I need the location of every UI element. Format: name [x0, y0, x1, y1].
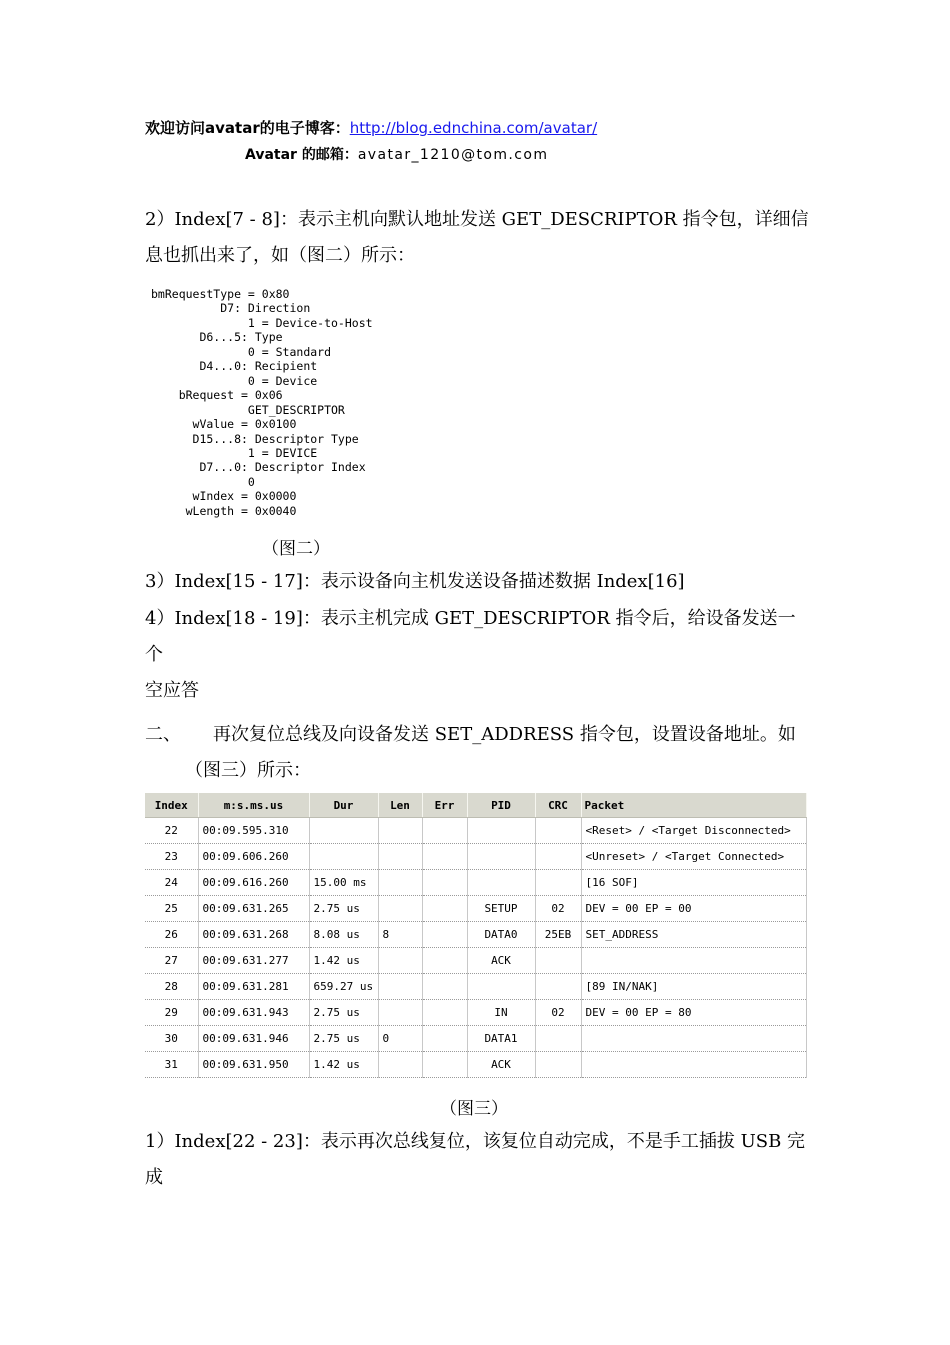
table-row[interactable] — [145, 948, 807, 974]
table-cell — [467, 818, 535, 844]
table-cell — [378, 896, 422, 922]
table-cell: 2.75 us — [309, 1000, 378, 1026]
col-header-time[interactable]: m:s.ms.us — [198, 793, 309, 818]
table-row[interactable] — [145, 844, 807, 870]
table-cell: 00:09.631.281 — [198, 974, 309, 1000]
table-cell: 15.00 ms — [309, 870, 378, 896]
table-cell: [89 IN/NAK] — [581, 974, 807, 1000]
table-cell — [422, 1000, 467, 1026]
table-row[interactable] — [145, 1026, 807, 1052]
table-cell — [378, 1000, 422, 1026]
table-cell: 31 — [145, 1052, 198, 1078]
blog-link[interactable]: http://blog.ednchina.com/avatar/ — [349, 119, 598, 137]
table-cell: 24 — [145, 870, 198, 896]
table-cell — [422, 948, 467, 974]
table-cell — [378, 948, 422, 974]
table-cell — [422, 922, 467, 948]
paragraph-line: 1）Index[22 - 23]：表示再次总线复位，该复位自动完成，不是手工插拔 USB 完 — [145, 1131, 806, 1152]
table-row[interactable] — [145, 818, 807, 844]
paragraph-index-15-17: 3）Index[15 - 17]：表示设备向主机发送设备描述数据 Index[16] — [145, 571, 685, 592]
table-cell — [422, 896, 467, 922]
table-cell: 2.75 us — [309, 1026, 378, 1052]
table-cell — [422, 844, 467, 870]
paragraph-line: 成 — [145, 1167, 163, 1188]
table-cell: <Reset> / <Target Disconnected> — [581, 818, 807, 844]
table-row[interactable] — [145, 870, 807, 896]
figure-2-caption: （图二） — [262, 539, 330, 559]
col-header-pid[interactable]: PID — [467, 793, 535, 818]
table-cell: 23 — [145, 844, 198, 870]
table-row[interactable] — [145, 1000, 807, 1026]
table-cell: 26 — [145, 922, 198, 948]
table-cell — [422, 870, 467, 896]
usb-trace-table — [145, 793, 807, 1078]
table-cell: 00:09.631.950 — [198, 1052, 309, 1078]
table-cell: 00:09.616.260 — [198, 870, 309, 896]
col-header-crc[interactable]: CRC — [535, 793, 581, 818]
table-cell: DEV = 00 EP = 80 — [581, 1000, 807, 1026]
table-cell: DATA0 — [467, 922, 535, 948]
table-cell: 0 — [378, 1026, 422, 1052]
mail-address: avatar_1210@tom.com — [357, 147, 549, 163]
table-cell: ACK — [467, 1052, 535, 1078]
figure-3-caption: （图三） — [440, 1099, 508, 1119]
table-cell: [16 SOF] — [581, 870, 807, 896]
table-cell — [422, 974, 467, 1000]
table-cell: <Unreset> / <Target Connected> — [581, 844, 807, 870]
paragraph-line: 4）Index[18 - 19]：表示主机完成 GET_DESCRIPTOR 指令后，给设备发送一个 — [145, 608, 796, 665]
table-cell: SETUP — [467, 896, 535, 922]
table-cell: 00:09.631.946 — [198, 1026, 309, 1052]
col-header-err[interactable]: Err — [422, 793, 467, 818]
table-cell — [535, 844, 581, 870]
table-cell: 2.75 us — [309, 896, 378, 922]
table-cell: DEV = 00 EP = 00 — [581, 896, 807, 922]
table-cell: 29 — [145, 1000, 198, 1026]
table-cell — [467, 844, 535, 870]
paragraph-line: 空应答 — [145, 680, 199, 701]
table-cell — [309, 818, 378, 844]
col-header-index[interactable]: Index — [145, 793, 198, 818]
blog-welcome-line — [145, 117, 597, 138]
table-cell: 00:09.631.943 — [198, 1000, 309, 1026]
table-cell — [422, 1052, 467, 1078]
table-cell: 00:09.631.277 — [198, 948, 309, 974]
table-cell: 00:09.631.265 — [198, 896, 309, 922]
table-header-row — [145, 793, 807, 818]
table-cell: 30 — [145, 1026, 198, 1052]
table-cell: 02 — [535, 1000, 581, 1026]
table-cell — [535, 1026, 581, 1052]
table-cell — [535, 974, 581, 1000]
table-row[interactable] — [145, 1052, 807, 1078]
mail-label: Avatar 的邮箱： — [245, 147, 358, 163]
table-cell — [422, 1026, 467, 1052]
table-cell: 659.27 us — [309, 974, 378, 1000]
table-cell: 28 — [145, 974, 198, 1000]
table-cell: 8 — [378, 922, 422, 948]
descriptor-figure: bmRequestType = 0x80 D7: Direction 1 = Device-to-Host D6...5: Type 0 = Standard D4...0: Recipient 0 = Device bRequest = 0x06 GET_DESCRIPTOR wValue = 0x0100 D15...8: Descriptor Type 1 = DEVICE D7...0: Descriptor Index 0 wIndex = 0x0000 wLength = 0x0040 — [151, 287, 373, 518]
table-cell: 00:09.606.260 — [198, 844, 309, 870]
paragraph-index-7-8 — [145, 202, 810, 274]
table-cell — [309, 844, 378, 870]
table-cell: 1.42 us — [309, 948, 378, 974]
table-cell: 02 — [535, 896, 581, 922]
table-cell — [535, 870, 581, 896]
col-header-dur[interactable]: Dur — [309, 793, 378, 818]
paragraph-line: 息也抓出来了，如（图二）所示： — [145, 245, 415, 266]
table-cell: 8.08 us — [309, 922, 378, 948]
col-header-packet[interactable]: Packet — [581, 793, 807, 818]
section-number: 二、 — [145, 724, 181, 745]
section-line: （图三）所示： — [185, 760, 311, 781]
mail-line — [245, 144, 548, 164]
table-cell: ACK — [467, 948, 535, 974]
table-cell: 27 — [145, 948, 198, 974]
table-cell: 25 — [145, 896, 198, 922]
table-row[interactable] — [145, 922, 807, 948]
table-cell: 1.42 us — [309, 1052, 378, 1078]
table-cell: SET_ADDRESS — [581, 922, 807, 948]
table-cell — [378, 870, 422, 896]
table-cell — [581, 1052, 807, 1078]
table-cell: 25EB — [535, 922, 581, 948]
paragraph-index-22-23 — [145, 1124, 810, 1196]
table-cell: 00:09.595.310 — [198, 818, 309, 844]
table-cell: 22 — [145, 818, 198, 844]
table-cell — [378, 1052, 422, 1078]
table-cell — [378, 844, 422, 870]
col-header-len[interactable]: Len — [378, 793, 422, 818]
table-cell: IN — [467, 1000, 535, 1026]
table-cell — [378, 818, 422, 844]
table-cell — [467, 870, 535, 896]
table-cell — [581, 1026, 807, 1052]
table-cell — [467, 974, 535, 1000]
table-cell — [422, 818, 467, 844]
table-cell — [535, 1052, 581, 1078]
paragraph-line: 2）Index[7 - 8]：表示主机向默认地址发送 GET_DESCRIPTOR 指令包，详细信 — [145, 209, 809, 230]
section-line: 再次复位总线及向设备发送 SET_ADDRESS 指令包，设置设备地址。如 — [213, 724, 796, 745]
section-2-title — [145, 717, 810, 789]
paragraph-index-18-19 — [145, 601, 810, 709]
welcome-text: 欢迎访问avatar的电子博客： — [145, 119, 350, 137]
table-cell: 00:09.631.268 — [198, 922, 309, 948]
table-cell: DATA1 — [467, 1026, 535, 1052]
table-cell — [581, 948, 807, 974]
table-row[interactable] — [145, 974, 807, 1000]
table-cell — [535, 818, 581, 844]
table-row[interactable] — [145, 896, 807, 922]
table-cell — [535, 948, 581, 974]
table-cell — [378, 974, 422, 1000]
